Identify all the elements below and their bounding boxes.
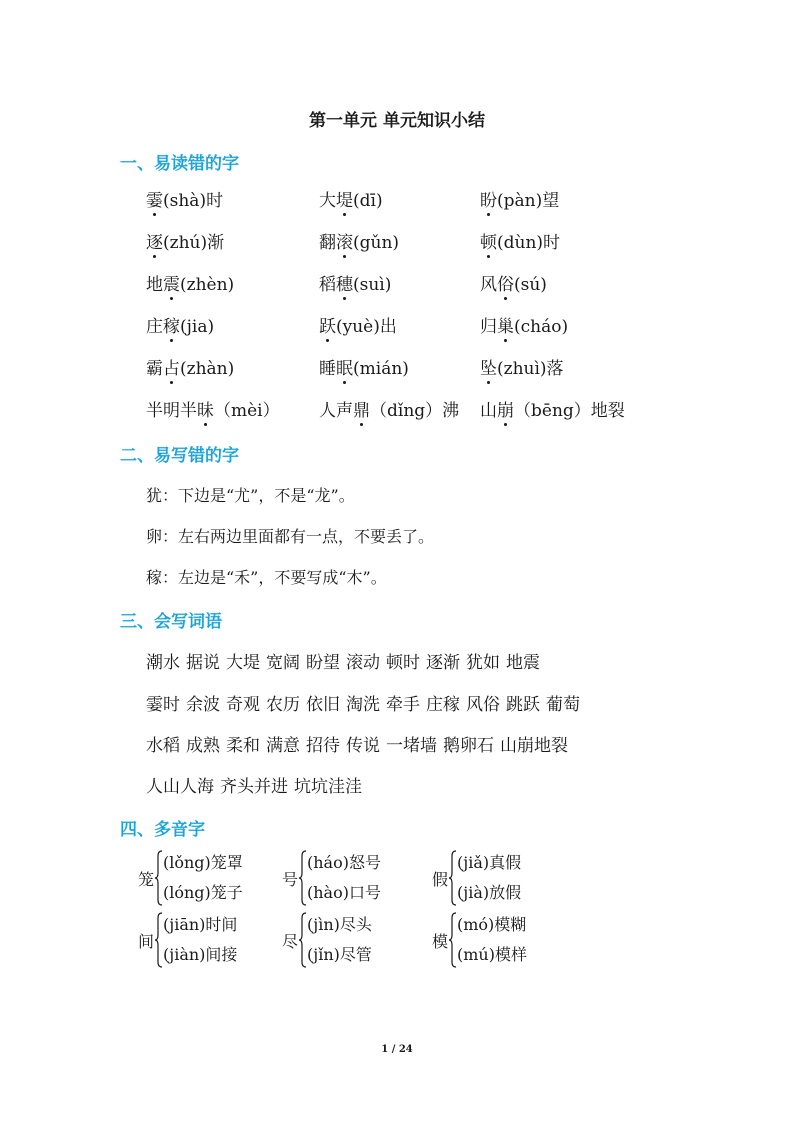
dotted-char: 顿 (480, 228, 497, 253)
item-pinyin: (dùn)时 (497, 233, 561, 253)
misread-item (480, 270, 547, 295)
item-pinyin: (jia) (180, 317, 215, 337)
vocabulary-word: 依旧 (306, 695, 340, 715)
reading-2: (hào)口号 (307, 883, 381, 902)
section-heading-vocabulary: 三、会写词语 (120, 612, 222, 632)
misread-item (146, 270, 234, 295)
item-prefix: 翻 (319, 233, 336, 253)
item-pinyin: (zhuì)落 (497, 359, 564, 379)
item-pinyin: (zhàn) (180, 359, 235, 379)
dotted-char: 鼎 (353, 396, 370, 421)
vocabulary-word: 鹅卵石 (443, 736, 494, 756)
item-prefix: 风 (480, 275, 497, 295)
dotted-char: 盼 (480, 186, 497, 211)
miswritten-note: 稼：左边是“禾”，不要写成“木”。 (146, 568, 387, 587)
misread-item (146, 228, 224, 253)
curly-brace-icon (299, 912, 307, 968)
reading-1: (jìn)尽头 (307, 915, 372, 934)
reading-1: (háo)怒号 (307, 853, 381, 872)
vocabulary-word: 淘洗 (346, 695, 380, 715)
vocabulary-word: 滚动 (346, 653, 380, 673)
misread-item (146, 354, 234, 379)
misread-item (319, 228, 399, 253)
dotted-char: 昧 (197, 396, 214, 421)
vocabulary-word: 逐渐 (426, 653, 460, 673)
item-pinyin: (yuè)出 (336, 317, 397, 337)
dotted-char: 穗 (336, 270, 353, 295)
dotted-char: 崩 (497, 396, 514, 421)
dotted-char: 跃 (319, 312, 336, 337)
item-pinyin: (pàn)望 (497, 191, 560, 211)
vocabulary-word: 满意 (266, 736, 300, 756)
item-prefix: 人声 (319, 401, 353, 421)
misread-item (480, 228, 560, 253)
vocabulary-word: 坑坑洼洼 (294, 777, 362, 797)
misread-item (319, 396, 459, 421)
vocabulary-word: 水稻 (146, 736, 180, 756)
item-prefix: 庄 (146, 317, 163, 337)
vocabulary-word: 地震 (506, 653, 540, 673)
vocabulary-word: 潮水 (146, 653, 180, 673)
vocabulary-word: 盼望 (306, 653, 340, 673)
misread-item (319, 312, 397, 337)
vocabulary-row (146, 772, 368, 797)
dotted-char: 震 (163, 270, 180, 295)
dotted-char: 稼 (163, 312, 180, 337)
section-heading-misread: 一、易读错的字 (120, 154, 239, 174)
misread-item (480, 354, 564, 379)
vocabulary-word: 庄稼 (426, 695, 460, 715)
item-pinyin: （dǐng）沸 (370, 401, 460, 421)
item-pinyin: (zhèn) (180, 275, 235, 295)
page-title: 第一单元 单元知识小结 (309, 111, 485, 131)
miswritten-note: 卵：左右两边里面都有一点，不要丢了。 (146, 527, 435, 546)
vocabulary-word: 宽阔 (266, 653, 300, 673)
reading-1: (lǒng)笼罩 (163, 853, 243, 872)
item-pinyin: (cháo) (514, 317, 569, 337)
vocabulary-word: 山崩地裂 (500, 736, 568, 756)
vocabulary-word: 霎时 (146, 695, 180, 715)
misread-item (480, 396, 625, 421)
reading-2: (jià)放假 (457, 883, 522, 902)
misread-item (480, 312, 568, 337)
dotted-char: 巢 (497, 312, 514, 337)
vocabulary-word: 齐头并进 (220, 777, 288, 797)
vocabulary-word: 据说 (186, 653, 220, 673)
item-prefix: 睡 (319, 359, 336, 379)
dotted-char: 霎 (146, 186, 163, 211)
misread-item (319, 270, 391, 295)
item-prefix: 半明半 (146, 401, 197, 421)
curly-brace-icon (299, 850, 307, 906)
item-prefix: 山 (480, 401, 497, 421)
reading-1: (mó)模糊 (457, 915, 527, 934)
item-prefix: 稻 (319, 275, 336, 295)
curly-brace-icon (449, 850, 457, 906)
polyphonic-char: 模 (432, 932, 449, 951)
vocabulary-word: 传说 (346, 736, 380, 756)
polyphonic-char: 间 (138, 932, 155, 951)
vocabulary-word: 牵手 (386, 695, 420, 715)
curly-brace-icon (155, 912, 163, 968)
item-prefix: 归 (480, 317, 497, 337)
dotted-char: 逐 (146, 228, 163, 253)
vocabulary-word: 顿时 (386, 653, 420, 673)
vocabulary-word: 成熟 (186, 736, 220, 756)
curly-brace-icon (449, 912, 457, 968)
item-pinyin: (gǔn) (353, 233, 400, 253)
dotted-char: 坠 (480, 354, 497, 379)
misread-item (146, 312, 214, 337)
vocabulary-word: 余波 (186, 695, 220, 715)
vocabulary-row (146, 690, 586, 715)
dotted-char: 俗 (497, 270, 514, 295)
reading-2: (lóng)笼子 (163, 883, 243, 902)
vocabulary-word: 柔和 (226, 736, 260, 756)
item-pinyin: （mèi） (214, 401, 280, 421)
item-pinyin: (zhú)渐 (163, 233, 225, 253)
section-heading-polyphonic: 四、多音字 (120, 820, 205, 840)
item-pinyin: （bēng）地裂 (514, 401, 625, 421)
item-prefix: 地 (146, 275, 163, 295)
misread-item (319, 186, 383, 211)
vocabulary-word: 风俗 (466, 695, 500, 715)
item-pinyin: (dī) (353, 191, 383, 211)
vocabulary-word: 奇观 (226, 695, 260, 715)
vocabulary-row (146, 731, 574, 756)
polyphonic-char: 假 (432, 870, 449, 889)
item-pinyin: (sú) (514, 275, 547, 295)
dotted-char: 占 (163, 354, 180, 379)
reading-2: (mú)模样 (457, 945, 527, 964)
vocabulary-word: 犹如 (466, 653, 500, 673)
vocabulary-word: 招待 (306, 736, 340, 756)
vocabulary-word: 大堤 (226, 653, 260, 673)
miswritten-note: 犹：下边是“尤”，不是“龙”。 (146, 486, 355, 505)
dotted-char: 眠 (336, 354, 353, 379)
polyphonic-char: 号 (282, 870, 299, 889)
misread-item (319, 354, 409, 379)
dotted-char: 堤 (336, 186, 353, 211)
item-pinyin: (shà)时 (163, 191, 224, 211)
item-pinyin: (suì) (353, 275, 392, 295)
polyphonic-char: 笼 (138, 870, 155, 889)
vocabulary-word: 人山人海 (146, 777, 214, 797)
misread-item (146, 396, 280, 421)
reading-2: (jǐn)尽管 (307, 945, 372, 964)
misread-item (480, 186, 559, 211)
curly-brace-icon (155, 850, 163, 906)
vocabulary-word: 一堵墙 (386, 736, 437, 756)
misread-item (146, 186, 223, 211)
item-pinyin: (mián) (353, 359, 409, 379)
page-number: 1 / 24 (381, 1044, 413, 1055)
item-prefix: 大 (319, 191, 336, 211)
reading-1: (jiān)时间 (163, 915, 238, 934)
polyphonic-char: 尽 (282, 932, 299, 951)
vocabulary-word: 跳跃 (506, 695, 540, 715)
vocabulary-word: 农历 (266, 695, 300, 715)
vocabulary-word: 葡萄 (546, 695, 580, 715)
reading-1: (jiǎ)真假 (457, 853, 522, 872)
item-prefix: 霸 (146, 359, 163, 379)
dotted-char: 滚 (336, 228, 353, 253)
vocabulary-row (146, 648, 546, 673)
section-heading-miswritten: 二、易写错的字 (120, 446, 239, 466)
reading-2: (jiàn)间接 (163, 945, 238, 964)
